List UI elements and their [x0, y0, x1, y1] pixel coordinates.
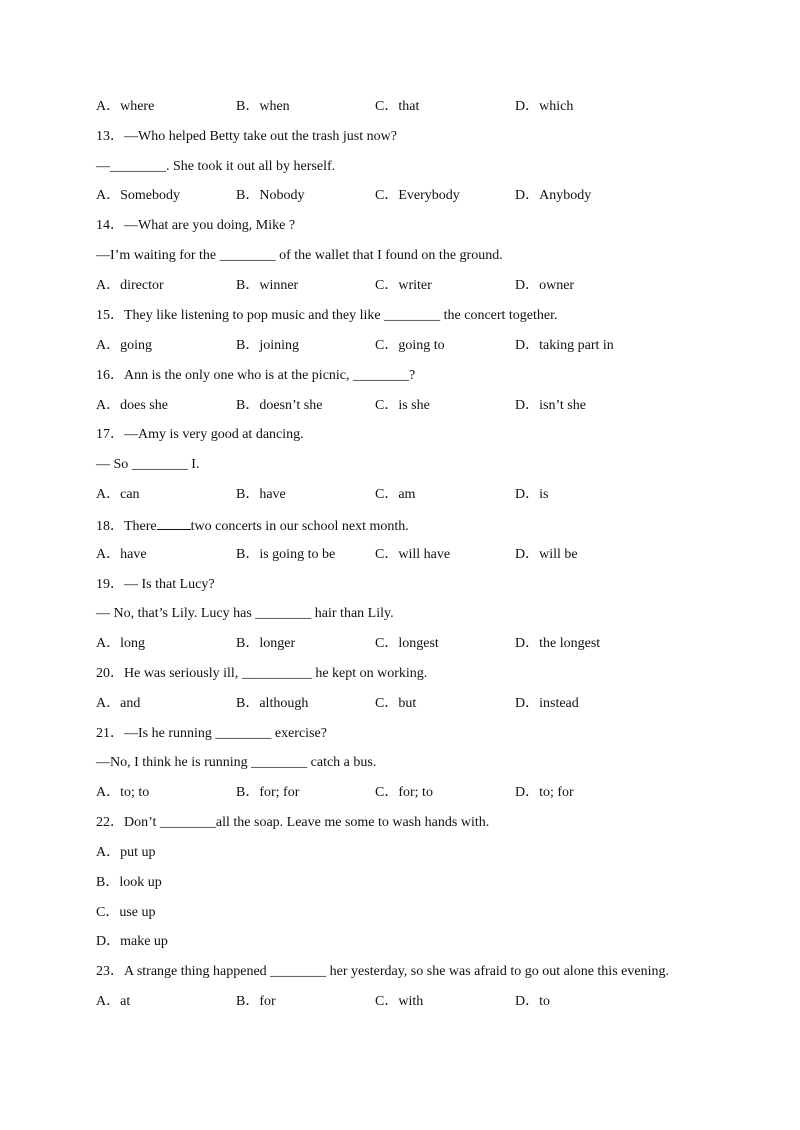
question-19-reply: — No, that’s Lily. Lucy has ________ hair than Lily. — [96, 606, 394, 621]
question-18 — [96, 515, 409, 535]
option-c: C．will have — [375, 547, 451, 562]
option-d: D．which — [515, 99, 574, 114]
question-14: 14．—What are you doing, Mike ? — [96, 218, 296, 233]
question-13-reply: —________. She took it out all by herself. — [96, 159, 336, 174]
option-d: D．taking part in — [515, 338, 614, 353]
option-b: B．Nobody — [236, 188, 305, 203]
question-15: 15．They like listening to pop music and they like ________ the concert together. — [96, 308, 558, 323]
option-a: A．long — [96, 636, 145, 651]
option-c: C．but — [375, 696, 417, 711]
option-b: B．is going to be — [236, 547, 336, 562]
option-d: D．to; for — [515, 785, 574, 800]
option-a: A．does she — [96, 398, 168, 413]
option-c: C．use up — [96, 905, 156, 920]
option-b: B．winner — [236, 278, 299, 293]
option-b: B．although — [236, 696, 309, 711]
question-17: 17．—Amy is very good at dancing. — [96, 427, 304, 442]
option-d: D．isn’t she — [515, 398, 586, 413]
answer-blank — [157, 515, 191, 530]
option-b: B．joining — [236, 338, 300, 353]
option-c: C．is she — [375, 398, 430, 413]
option-c: C．going to — [375, 338, 445, 353]
option-d: D．will be — [515, 547, 578, 562]
option-b: B．doesn’t she — [236, 398, 323, 413]
option-c: C．am — [375, 487, 416, 502]
question-19: 19．— Is that Lucy? — [96, 577, 215, 592]
question-23: 23．A strange thing happened ________ her yesterday, so she was afraid to go out alone this evening. — [96, 964, 669, 979]
question-16: 16．Ann is the only one who is at the picnic, ________? — [96, 368, 416, 383]
option-b: B．longer — [236, 636, 296, 651]
option-d: D．owner — [515, 278, 575, 293]
question-13: 13．—Who helped Betty take out the trash just now? — [96, 129, 397, 144]
question-20: 20．He was seriously ill, __________ he kept on working. — [96, 666, 428, 681]
option-a: A．to; to — [96, 785, 150, 800]
question-17-reply: — So ________ I. — [96, 457, 200, 472]
option-c: C．Everybody — [375, 188, 460, 203]
option-d: D．to — [515, 994, 550, 1009]
option-a: A．director — [96, 278, 164, 293]
option-a: A．going — [96, 338, 152, 353]
option-c: C．with — [375, 994, 424, 1009]
option-d: D．make up — [96, 934, 168, 949]
question-14-reply: —I’m waiting for the ________ of the wallet that I found on the ground. — [96, 248, 503, 263]
question-21: 21．—Is he running ________ exercise? — [96, 726, 327, 741]
question-21-reply: —No, I think he is running ________ catch a bus. — [96, 755, 377, 770]
option-d: D．instead — [515, 696, 579, 711]
option-c: C．writer — [375, 278, 432, 293]
option-d: D．the longest — [515, 636, 601, 651]
option-b: B．for; for — [236, 785, 300, 800]
question-22: 22．Don’t ________all the soap. Leave me some to wash hands with. — [96, 815, 490, 830]
option-d: D．is — [515, 487, 549, 502]
option-b: B．look up — [96, 875, 162, 890]
option-b: B．have — [236, 487, 286, 502]
option-a: A．where — [96, 99, 155, 114]
option-c: C．longest — [375, 636, 439, 651]
option-b: B．when — [236, 99, 290, 114]
question-18-start: 18．There — [96, 519, 157, 534]
option-a: A．and — [96, 696, 141, 711]
option-c: C．for; to — [375, 785, 433, 800]
option-a: A．at — [96, 994, 131, 1009]
option-a: A．Somebody — [96, 188, 180, 203]
option-a: A．put up — [96, 845, 156, 860]
option-a: A．can — [96, 487, 140, 502]
option-b: B．for — [236, 994, 276, 1009]
option-c: C．that — [375, 99, 420, 114]
option-a: A．have — [96, 547, 147, 562]
option-d: D．Anybody — [515, 188, 592, 203]
question-18-end: two concerts in our school next month. — [190, 519, 409, 534]
